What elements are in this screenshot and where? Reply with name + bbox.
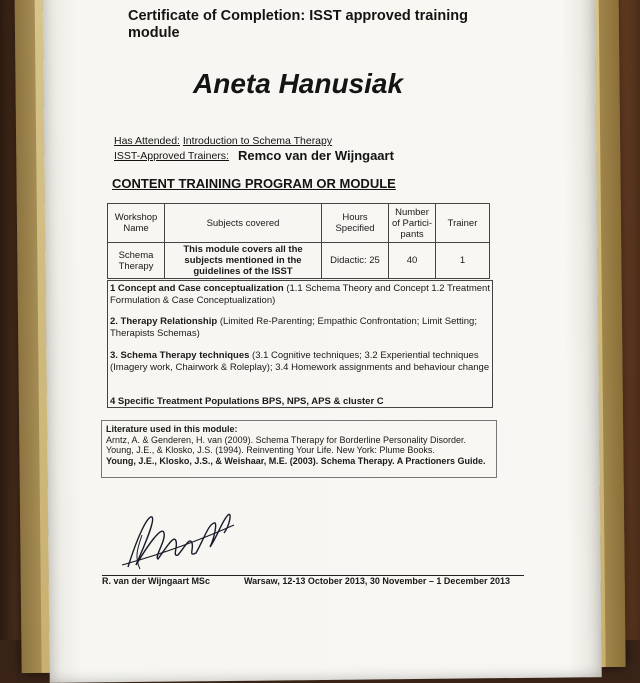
section-heading: CONTENT TRAINING PROGRAM OR MODULE — [112, 176, 396, 191]
module-1: 1 Concept and Case conceptualization (1.1 Schema Theory and Concept 1.2 Treatment Formulation & Case Conceptualization) — [110, 283, 490, 306]
module-2: 2. Therapy Relationship (Limited Re-Parenting; Empathic Confrontation; Limit Setting; Therapists Schemas) — [110, 316, 477, 339]
header-participants: Number of Partici-pants — [389, 204, 436, 243]
table-header-row — [108, 204, 490, 243]
trainers-name: Remco van der Wijngaart — [238, 148, 394, 163]
table-row — [108, 243, 490, 279]
literature-box — [101, 420, 497, 478]
header-trainer: Trainer — [436, 204, 490, 243]
cell-hours: Didactic: 25 — [322, 243, 389, 279]
recipient-name: Aneta Hanusiak — [193, 68, 404, 99]
header-hours: Hours Specified — [322, 204, 389, 243]
cell-subjects: This module covers all the subjects mentioned in the guidelines of the ISST — [165, 243, 322, 279]
literature-item-bold: Young, J.E., Klosko, J.S., & Weishaar, M.E. (2003). Schema Therapy. A Practioners Guide. — [106, 455, 486, 466]
place-dates: Warsaw, 12-13 October 2013, 30 November – 1 December 2013 — [244, 576, 510, 586]
module-4: 4 Specific Treatment Populations BPS, NPS, APS & cluster C — [110, 396, 384, 407]
signatory: R. van der Wijngaart MSc — [102, 576, 210, 586]
signature — [118, 495, 248, 580]
module-3: 3. Schema Therapy techniques (3.1 Cognitive techniques; 3.2 Experiential techniques (Imagery work, Chairwork & Roleplay); 3.4 Homework assignments and behaviour change — [110, 350, 490, 373]
cell-participants: 40 — [389, 243, 436, 279]
cell-workshop: Schema Therapy — [108, 243, 165, 279]
header-subjects: Subjects covered — [165, 204, 322, 243]
literature-item: Arntz, A. & Genderen, H. van (2009). Schema Therapy for Borderline Personality Disorder. — [106, 434, 467, 445]
attended-line: Has Attended: Introduction to Schema Therapy — [114, 135, 333, 147]
header-workshop: Workshop Name — [108, 204, 165, 243]
trainers-label: ISST-Approved Trainers: — [114, 150, 229, 162]
literature-heading: Literature used in this module: — [106, 424, 238, 434]
workshop-table — [107, 203, 490, 279]
certificate-title: Certificate of Completion: ISST approved training module — [128, 8, 468, 41]
literature-item: Young, J.E., & Klosko, J.S. (1994). Reinventing Your Life. New York: Plume Books. — [106, 445, 435, 455]
cell-trainer: 1 — [436, 243, 490, 279]
